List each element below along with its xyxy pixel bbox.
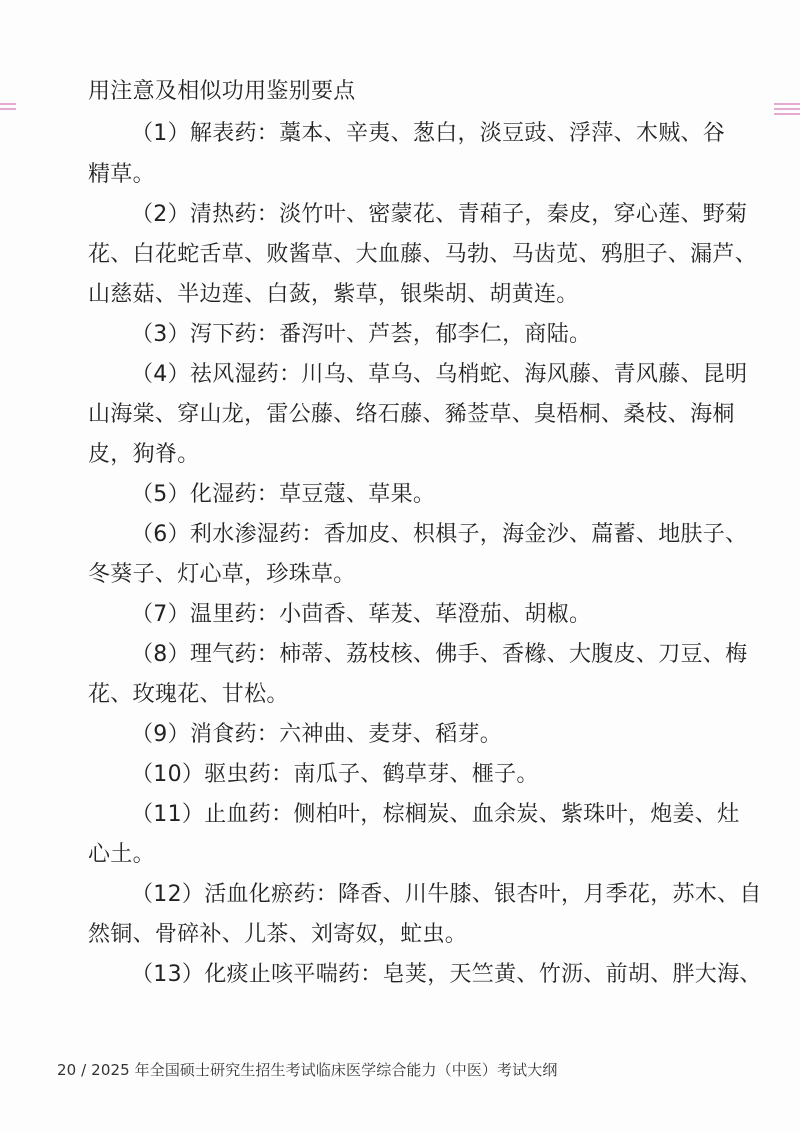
page-footer: 20 / 2025 年全国硕士研究生招生考试临床医学综合能力（中医）考试大纲 xyxy=(57,1061,558,1079)
paragraph-line: （8）理气药：柿蒂、荔枝核、佛手、香橼、大腹皮、刀豆、梅 xyxy=(131,642,748,667)
paragraph-line: 然铜、骨碎补、儿茶、刘寄奴，虻虫。 xyxy=(88,922,468,947)
paragraph-line: 山海棠、穿山龙，雷公藤、络石藤、豨莶草、臭梧桐、桑枝、海桐 xyxy=(88,402,735,427)
paragraph-line: （11）止血药：侧柏叶，棕榈炭、血余炭、紫珠叶，炮姜、灶 xyxy=(131,802,740,827)
paragraph-line: 皮，狗脊。 xyxy=(88,442,200,467)
paragraph-line: （12）活血化瘀药：降香、川牛膝、银杏叶，月季花，苏木、自 xyxy=(131,882,762,907)
paragraph-line: 山慈菇、半边莲、白蔹，紫草，银柴胡、胡黄连。 xyxy=(88,282,579,307)
paragraph-line: （7）温里药：小茴香、荜茇、荜澄茄、胡椒。 xyxy=(131,602,592,627)
paragraph-line: 心土。 xyxy=(88,842,155,867)
right-edge-mark xyxy=(774,103,800,117)
paragraph-line: 花、白花蛇舌草、败酱草、大血藤、马勃、马齿苋、鸦胆子、漏芦、 xyxy=(88,242,758,267)
paragraph-line: （9）消食药：六神曲、麦芽、稻芽。 xyxy=(131,722,503,747)
paragraph-line: （4）祛风湿药：川乌、草乌、乌梢蛇、海风藤、青风藤、昆明 xyxy=(131,362,748,387)
paragraph-line: （2）清热药：淡竹叶、密蒙花、青葙子，秦皮，穿心莲、野菊 xyxy=(131,202,748,227)
paragraph-line: 精草。 xyxy=(88,162,155,187)
paragraph-line: （13）化痰止咳平喘药：皂荚，天竺黄、竹沥、前胡、胖大海、 xyxy=(131,962,762,987)
paragraph-line: （3）泻下药：番泻叶、芦荟，郁李仁，商陆。 xyxy=(131,322,592,347)
paragraph-line: 花、玫瑰花、甘松。 xyxy=(88,682,289,707)
continued-heading-line: 用注意及相似功用鉴别要点 xyxy=(88,79,356,104)
left-edge-mark xyxy=(0,103,16,113)
paragraph-line: （6）利水渗湿药：香加皮、枳椇子，海金沙、萹蓄、地肤子、 xyxy=(131,522,748,547)
paragraph-line: （1）解表药：藁本、辛夷、葱白，淡豆豉、浮萍、木贼、谷 xyxy=(131,121,726,146)
paragraph-line: 冬葵子、灯心草，珍珠草。 xyxy=(88,562,356,587)
paragraph-line: （10）驱虫药：南瓜子、鹤草芽、榧子。 xyxy=(131,762,539,787)
paragraph-line: （5）化湿药：草豆蔻、草果。 xyxy=(131,482,436,507)
